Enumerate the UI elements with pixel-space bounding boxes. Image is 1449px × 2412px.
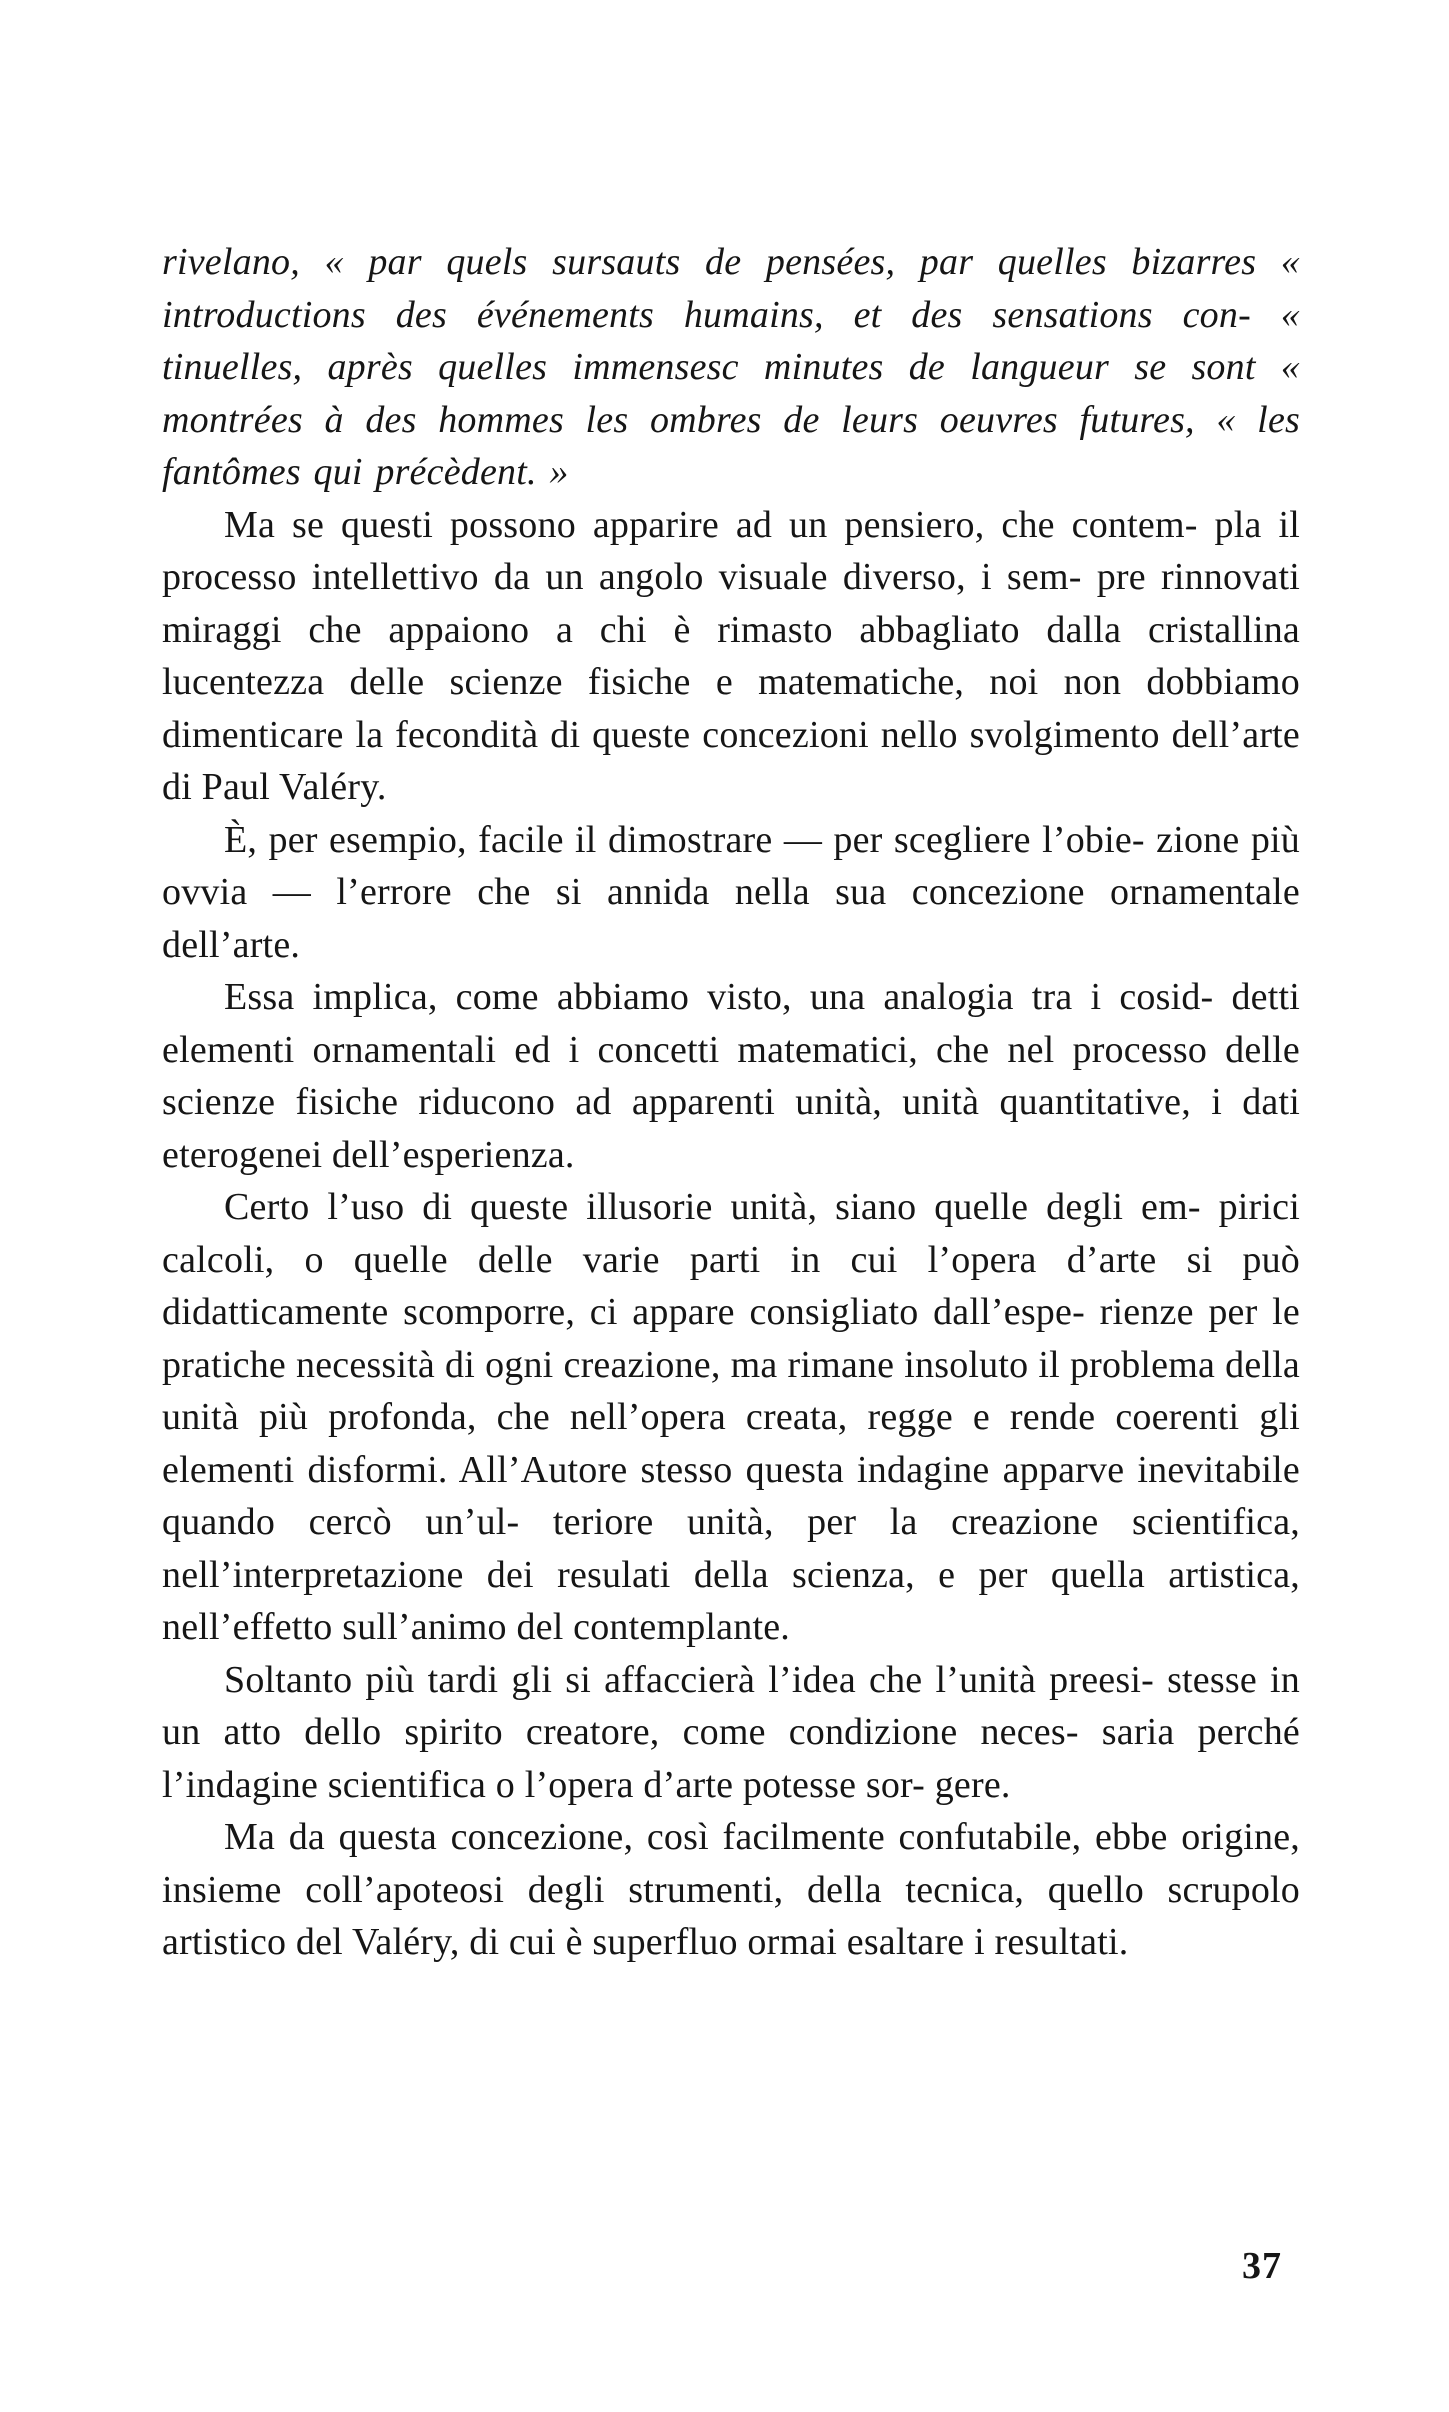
paragraph-5: Soltanto più tardi gli si affaccierà l’idea che l’unità preesi- stesse in un atto dello spirito creatore, come condizione neces- saria perché l’indagine scientifica o l’opera d’arte potesse sor- gere.: [162, 1658, 1300, 1806]
paragraph-3: Essa implica, come abbiamo visto, una analogia tra i cosid- detti elementi ornamentali ed i concetti matematici, che nel processo delle scienze fisiche riducono ad apparenti unità, unità quantitative, i dati eterogenei dell’esperienza.: [162, 976, 1300, 1176]
french-quotation: rivelano, « par quels sursauts de pensées, par quelles bizarres « introductions des événements humains, et des sensations con- « tinuelles, après quelles immensesc minutes de langueur se sont « montrées à des hommes les ombres de leurs oeuvres futures, « les fantômes qui précèdent. »: [162, 241, 1300, 493]
page-number: 37: [1242, 2245, 1282, 2287]
paragraph-6: Ma da questa concezione, così facilmente confutabile, ebbe origine, insieme coll’apoteosi degli strumenti, della tecnica, quello scrupolo artistico del Valéry, di cui è superfluo ormai esaltare i resultati.: [162, 1816, 1300, 1963]
body-text: [162, 236, 1300, 1969]
paragraph-4: Certo l’uso di queste illusorie unità, siano quelle degli em- pirici calcoli, o quelle delle varie parti in cui l’opera d’arte si può didatticamente scomporre, ci appare consigliato dall’espe- rienze per le pratiche necessità di ogni creazione, ma rimane insoluto il problema della unità più profonda, che nell’opera creata, regge e rende coerenti gli elementi disformi. All’Autore stesso questa indagine apparve inevitabile quando cercò un’ul- teriore unità, per la creazione scientifica, nell’interpretazione dei resulati della scienza, e per quella artistica, nell’effetto sull’animo del contemplante.: [162, 1186, 1300, 1648]
paragraph-2: È, per esempio, facile il dimostrare — per scegliere l’obie- zione più ovvia — l’errore che si annida nella sua concezione ornamentale dell’arte.: [162, 818, 1300, 966]
paragraph-1: Ma se questi possono apparire ad un pensiero, che contem- pla il processo intellettivo da un angolo visuale diverso, i sem- pre rinnovati miraggi che appaiono a chi è rimasto abbagliato dalla cristallina lucentezza delle scienze fisiche e matematiche, noi non dobbiamo dimenticare la fecondità di queste concezioni nello svolgimento dell’arte di Paul Valéry.: [162, 503, 1300, 808]
